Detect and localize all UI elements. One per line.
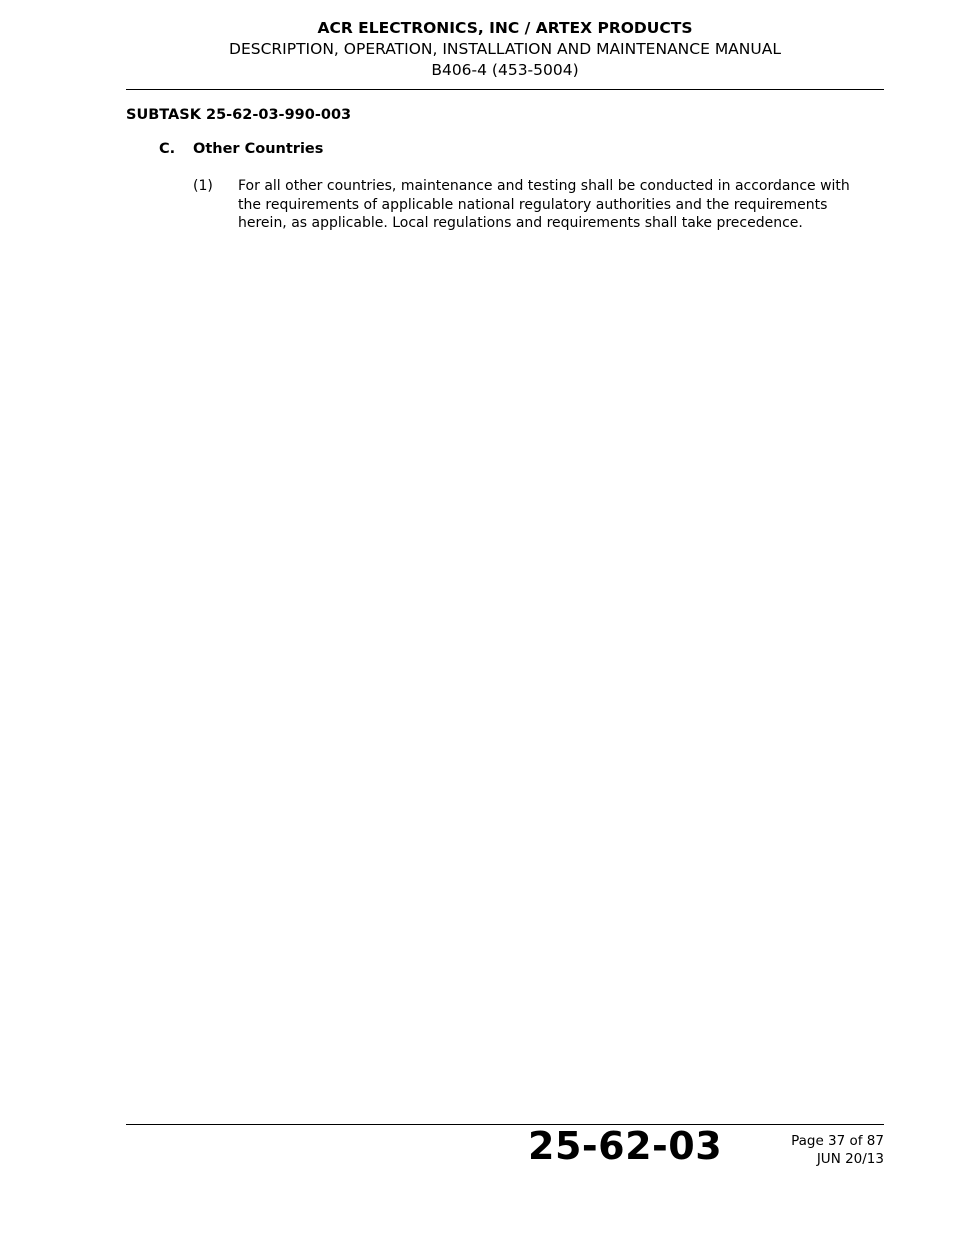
section-title: Other Countries bbox=[193, 141, 324, 157]
subtask-heading: SUBTASK 25-62-03-990-003 bbox=[126, 107, 352, 123]
item-number: (1) bbox=[193, 178, 213, 194]
page-number: Page 37 of 87 bbox=[791, 1133, 884, 1149]
list-item bbox=[193, 177, 873, 233]
page-meta bbox=[791, 1132, 884, 1168]
section-heading bbox=[159, 141, 323, 157]
section-letter: C. bbox=[159, 141, 176, 157]
manual-title: DESCRIPTION, OPERATION, INSTALLATION AND MAINTENANCE MANUAL bbox=[229, 40, 781, 58]
model-number: B406-4 (453-5004) bbox=[431, 61, 579, 79]
header-divider bbox=[126, 89, 884, 90]
chapter-code: 25-62-03 bbox=[528, 1124, 723, 1168]
page-header bbox=[126, 18, 884, 81]
company-name: ACR ELECTRONICS, INC / ARTEX PRODUCTS bbox=[317, 19, 693, 37]
revision-date: JUN 20/13 bbox=[816, 1151, 884, 1167]
footer-divider bbox=[126, 1124, 884, 1125]
item-text: For all other countries, maintenance and testing shall be conducted in accordance with the requirements of applicable national regulatory authorities and the requirements herein, as applicable. Local regulations and requirements shall take precedence. bbox=[238, 178, 850, 231]
